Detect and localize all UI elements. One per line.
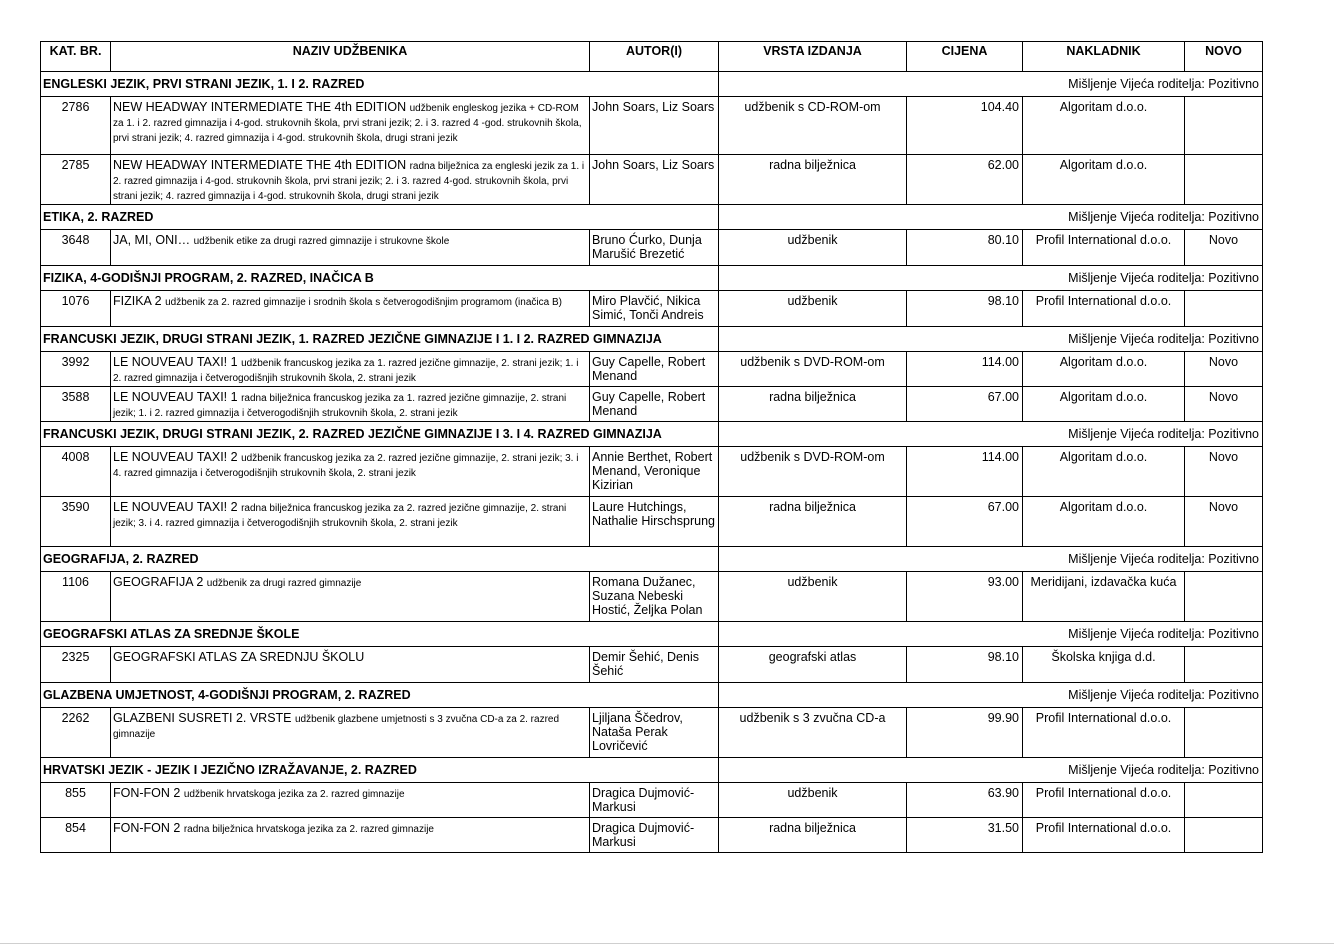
parent-council-opinion: Mišljenje Vijeća roditelja: Pozitivno xyxy=(719,327,1263,352)
edition-type: udžbenik s DVD-ROM-om xyxy=(719,447,907,497)
authors: John Soars, Liz Soars xyxy=(590,155,719,205)
book-title: FON-FON 2 xyxy=(113,821,181,835)
publisher: Algoritam d.o.o. xyxy=(1023,352,1185,387)
catalog-number: 2786 xyxy=(41,97,111,155)
price: 67.00 xyxy=(907,387,1023,422)
section-title: GEOGRAFSKI ATLAS ZA SREDNJE ŠKOLE xyxy=(41,622,719,647)
book-description: udžbenik za drugi razred gimnazije xyxy=(206,578,362,589)
parent-council-opinion: Mišljenje Vijeća roditelja: Pozitivno xyxy=(719,683,1263,708)
price: 114.00 xyxy=(907,352,1023,387)
catalog-number: 2262 xyxy=(41,708,111,758)
price: 99.90 xyxy=(907,708,1023,758)
price: 104.40 xyxy=(907,97,1023,155)
catalog-number: 3590 xyxy=(41,497,111,547)
publisher: Algoritam d.o.o. xyxy=(1023,155,1185,205)
table-row xyxy=(41,291,1263,327)
price: 62.00 xyxy=(907,155,1023,205)
edition-type: radna bilježnica xyxy=(719,818,907,853)
novo-flag xyxy=(1185,708,1263,758)
novo-flag: Novo xyxy=(1185,230,1263,266)
section-header-row xyxy=(41,422,1263,447)
authors: Dragica Dujmović-Markusi xyxy=(590,818,719,853)
price: 114.00 xyxy=(907,447,1023,497)
price: 80.10 xyxy=(907,230,1023,266)
book-title: NEW HEADWAY INTERMEDIATE THE 4th EDITION xyxy=(113,158,407,172)
catalog-number: 854 xyxy=(41,818,111,853)
book-title: LE NOUVEAU TAXI! 2 xyxy=(113,450,238,464)
book-description: udžbenik za 2. razred gimnazije i srodnih škola s četverogodišnjim programom (inačica B) xyxy=(165,297,562,308)
authors: Dragica Dujmović-Markusi xyxy=(590,783,719,818)
parent-council-opinion: Mišljenje Vijeća roditelja: Pozitivno xyxy=(719,72,1263,97)
book-title-cell xyxy=(111,97,590,155)
book-description: udžbenik francuskog jezika za 1. razred jezične gimnazije, 2. strani jezik; 1. i 2. razred gimnazija i četverogodišnjih strukovnih škola, 2. strani jezik xyxy=(113,358,579,384)
edition-type: udžbenik s CD-ROM-om xyxy=(719,97,907,155)
book-title: NEW HEADWAY INTERMEDIATE THE 4th EDITION xyxy=(113,100,407,114)
parent-council-opinion: Mišljenje Vijeća roditelja: Pozitivno xyxy=(719,422,1263,447)
section-header-row xyxy=(41,622,1263,647)
edition-type: udžbenik xyxy=(719,230,907,266)
authors: Miro Plavčić, Nikica Simić, Tonči Andreis xyxy=(590,291,719,327)
parent-council-opinion: Mišljenje Vijeća roditelja: Pozitivno xyxy=(719,205,1263,230)
header-autor: AUTOR(I) xyxy=(590,42,719,72)
header-naziv: NAZIV UDŽBENIKA xyxy=(111,42,590,72)
edition-type: radna bilježnica xyxy=(719,155,907,205)
table-body xyxy=(41,72,1263,853)
parent-council-opinion: Mišljenje Vijeća roditelja: Pozitivno xyxy=(719,622,1263,647)
table-row xyxy=(41,708,1263,758)
publisher: Profil International d.o.o. xyxy=(1023,708,1185,758)
section-title: ENGLESKI JEZIK, PRVI STRANI JEZIK, 1. I 2. RAZRED xyxy=(41,72,719,97)
publisher: Profil International d.o.o. xyxy=(1023,818,1185,853)
table-row xyxy=(41,230,1263,266)
book-title: FON-FON 2 xyxy=(113,786,181,800)
catalog-number: 3588 xyxy=(41,387,111,422)
header-kat: KAT. BR. xyxy=(41,42,111,72)
section-header-row xyxy=(41,72,1263,97)
edition-type: udžbenik s 3 zvučna CD-a xyxy=(719,708,907,758)
novo-flag xyxy=(1185,155,1263,205)
price: 67.00 xyxy=(907,497,1023,547)
book-title-cell xyxy=(111,708,590,758)
book-title-cell xyxy=(111,497,590,547)
novo-flag xyxy=(1185,818,1263,853)
publisher: Profil International d.o.o. xyxy=(1023,230,1185,266)
table-row xyxy=(41,647,1263,683)
novo-flag: Novo xyxy=(1185,352,1263,387)
book-title: JA, MI, ONI… xyxy=(113,233,191,247)
book-description: udžbenik engleskog jezika + CD-ROM za 1. i 2. razred gimnazija i 4-god. strukovnih škola, prvi strani jezik; 2. i 3. razred 4 -god. strukovnih škola, prvi strani jezik; 4. razred gimnazija i 4-god. strukovnih škola, drugi strani jezik xyxy=(113,103,582,144)
edition-type: udžbenik xyxy=(719,783,907,818)
novo-flag xyxy=(1185,647,1263,683)
book-title-cell xyxy=(111,572,590,622)
catalog-number: 3992 xyxy=(41,352,111,387)
publisher: Algoritam d.o.o. xyxy=(1023,497,1185,547)
novo-flag: Novo xyxy=(1185,447,1263,497)
book-title: LE NOUVEAU TAXI! 1 xyxy=(113,390,238,404)
header-nakladnik: NAKLADNIK xyxy=(1023,42,1185,72)
table-row xyxy=(41,783,1263,818)
novo-flag: Novo xyxy=(1185,497,1263,547)
edition-type: radna bilježnica xyxy=(719,497,907,547)
catalog-number: 1106 xyxy=(41,572,111,622)
novo-flag xyxy=(1185,783,1263,818)
price: 31.50 xyxy=(907,818,1023,853)
book-title-cell xyxy=(111,291,590,327)
catalog-number: 2785 xyxy=(41,155,111,205)
publisher: Algoritam d.o.o. xyxy=(1023,387,1185,422)
edition-type: udžbenik s DVD-ROM-om xyxy=(719,352,907,387)
publisher: Meridijani, izdavačka kuća xyxy=(1023,572,1185,622)
book-description: udžbenik glazbene umjetnosti s 3 zvučna CD-a za 2. razred gimnazije xyxy=(113,714,560,740)
table-row xyxy=(41,155,1263,205)
book-title: FIZIKA 2 xyxy=(113,294,162,308)
publisher: Profil International d.o.o. xyxy=(1023,291,1185,327)
header-novo: NOVO xyxy=(1185,42,1263,72)
price: 63.90 xyxy=(907,783,1023,818)
section-title: GLAZBENA UMJETNOST, 4-GODIŠNJI PROGRAM, 2. RAZRED xyxy=(41,683,719,708)
edition-type: udžbenik xyxy=(719,572,907,622)
book-description: udžbenik hrvatskoga jezika za 2. razred gimnazije xyxy=(183,789,405,800)
section-header-row xyxy=(41,205,1263,230)
table-row xyxy=(41,447,1263,497)
book-title-cell xyxy=(111,818,590,853)
book-description: radna bilježnica francuskog jezika za 1. razred jezične gimnazije, 2. strani jezik; 1. i 2. razred gimnazija i četverogodišnjih strukovnih škola, 2. strani jezik xyxy=(113,393,567,419)
book-title: GEOGRAFIJA 2 xyxy=(113,575,204,589)
section-header-row xyxy=(41,327,1263,352)
book-description: udžbenik francuskog jezika za 2. razred jezične gimnazije, 2. strani jezik; 3. i 4. razred gimnazija i četverogodišnjih strukovnih škola, 2. strani jezik xyxy=(113,453,579,479)
book-description: radna bilježnica za engleski jezik za 1. i 2. razred gimnazija i 4-god. strukovnih škola, prvi strani jezik; 2. i 3. razred 4-god. strukovnih škola, prvi strani jezik; 4. razred gimnazija i 4-god. strukovnih škola, drugi strani jezik xyxy=(113,161,585,202)
book-title-cell xyxy=(111,783,590,818)
catalog-number: 855 xyxy=(41,783,111,818)
parent-council-opinion: Mišljenje Vijeća roditelja: Pozitivno xyxy=(719,758,1263,783)
price: 93.00 xyxy=(907,572,1023,622)
publisher: Algoritam d.o.o. xyxy=(1023,447,1185,497)
book-title-cell xyxy=(111,230,590,266)
book-title-cell xyxy=(111,155,590,205)
novo-flag xyxy=(1185,291,1263,327)
authors: Annie Berthet, Robert Menand, Veronique Kizirian xyxy=(590,447,719,497)
header-vrsta: VRSTA IZDANJA xyxy=(719,42,907,72)
book-description: udžbenik etike za drugi razred gimnazije i strukovne škole xyxy=(193,236,450,247)
section-title: FRANCUSKI JEZIK, DRUGI STRANI JEZIK, 1. RAZRED JEZIČNE GIMNAZIJE I 1. I 2. RAZRED GIMNAZIJA xyxy=(41,327,719,352)
edition-type: geografski atlas xyxy=(719,647,907,683)
parent-council-opinion: Mišljenje Vijeća roditelja: Pozitivno xyxy=(719,547,1263,572)
catalog-number: 4008 xyxy=(41,447,111,497)
table-row xyxy=(41,352,1263,387)
page-bottom-line xyxy=(0,943,1334,944)
novo-flag xyxy=(1185,572,1263,622)
catalog-number: 3648 xyxy=(41,230,111,266)
table-row xyxy=(41,97,1263,155)
publisher: Školska knjiga d.d. xyxy=(1023,647,1185,683)
book-title: GLAZBENI SUSRETI 2. VRSTE xyxy=(113,711,292,725)
table-row xyxy=(41,818,1263,853)
section-title: HRVATSKI JEZIK - JEZIK I JEZIČNO IZRAŽAVANJE, 2. RAZRED xyxy=(41,758,719,783)
table-row xyxy=(41,387,1263,422)
book-title-cell xyxy=(111,447,590,497)
authors: Romana Dužanec, Suzana Nebeski Hostić, Željka Polan xyxy=(590,572,719,622)
table-row xyxy=(41,572,1263,622)
book-title: GEOGRAFSKI ATLAS ZA SREDNJU ŠKOLU xyxy=(113,650,365,664)
authors: Demir Šehić, Denis Šehić xyxy=(590,647,719,683)
authors: John Soars, Liz Soars xyxy=(590,97,719,155)
authors: Guy Capelle, Robert Menand xyxy=(590,387,719,422)
section-header-row xyxy=(41,758,1263,783)
authors: Laure Hutchings, Nathalie Hirschsprung xyxy=(590,497,719,547)
book-title: LE NOUVEAU TAXI! 1 xyxy=(113,355,238,369)
section-header-row xyxy=(41,683,1263,708)
table-row xyxy=(41,497,1263,547)
novo-flag xyxy=(1185,97,1263,155)
price: 98.10 xyxy=(907,647,1023,683)
edition-type: udžbenik xyxy=(719,291,907,327)
section-title: FRANCUSKI JEZIK, DRUGI STRANI JEZIK, 2. RAZRED JEZIČNE GIMNAZIJE I 3. I 4. RAZRED GIMNAZIJA xyxy=(41,422,719,447)
header-row xyxy=(41,42,1263,72)
book-title-cell xyxy=(111,647,590,683)
authors: Guy Capelle, Robert Menand xyxy=(590,352,719,387)
parent-council-opinion: Mišljenje Vijeća roditelja: Pozitivno xyxy=(719,266,1263,291)
authors: Bruno Ćurko, Dunja Marušić Brezetić xyxy=(590,230,719,266)
publisher: Algoritam d.o.o. xyxy=(1023,97,1185,155)
novo-flag: Novo xyxy=(1185,387,1263,422)
section-header-row xyxy=(41,266,1263,291)
catalog-number: 1076 xyxy=(41,291,111,327)
price: 98.10 xyxy=(907,291,1023,327)
publisher: Profil International d.o.o. xyxy=(1023,783,1185,818)
edition-type: radna bilježnica xyxy=(719,387,907,422)
section-title: GEOGRAFIJA, 2. RAZRED xyxy=(41,547,719,572)
book-description: radna bilježnica francuskog jezika za 2. razred jezične gimnazije, 2. strani jezik; 3. i 4. razred gimnazija i četverogodišnjih strukovnih škola, 2. strani jezik xyxy=(113,503,567,529)
book-title: LE NOUVEAU TAXI! 2 xyxy=(113,500,238,514)
authors: Ljiljana Ščedrov, Nataša Perak Lovričević xyxy=(590,708,719,758)
section-header-row xyxy=(41,547,1263,572)
book-title-cell xyxy=(111,387,590,422)
catalog-number: 2325 xyxy=(41,647,111,683)
section-title: FIZIKA, 4-GODIŠNJI PROGRAM, 2. RAZRED, INAČICA B xyxy=(41,266,719,291)
header-cijena: CIJENA xyxy=(907,42,1023,72)
book-description: radna bilježnica hrvatskoga jezika za 2. razred gimnazije xyxy=(183,824,434,835)
book-title-cell xyxy=(111,352,590,387)
section-title: ETIKA, 2. RAZRED xyxy=(41,205,719,230)
textbook-list-table xyxy=(40,41,1263,853)
